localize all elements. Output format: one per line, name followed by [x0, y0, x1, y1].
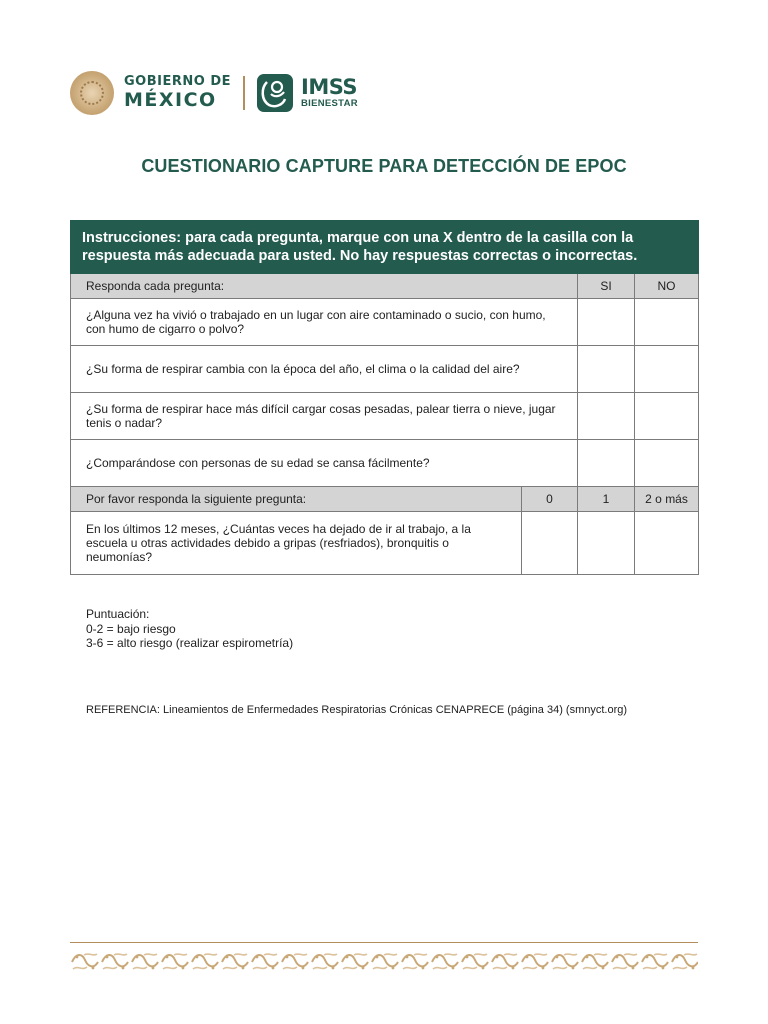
footer-divider	[70, 942, 698, 943]
answer-0-box[interactable]	[522, 512, 578, 575]
column-no-header: NO	[635, 274, 699, 299]
answer-si-box[interactable]	[578, 393, 635, 440]
column-0-header: 0	[522, 487, 578, 512]
scoring-legend	[86, 607, 293, 651]
answer-no-box[interactable]	[635, 393, 699, 440]
question-row	[71, 512, 699, 575]
question-text: ¿Alguna vez ha vivió o trabajado en un lugar con aire contaminado o sucio, con humo, con humo de cigarro o polvo?	[71, 299, 578, 346]
answer-si-box[interactable]	[578, 440, 635, 487]
gobierno-logo-line1: GOBIERNO DE	[124, 74, 231, 89]
instructions-text: Instrucciones: para cada pregunta, marque con una X dentro de la casilla con la respuesta más adecuada para usted. No hay respuestas correctas o incorrectas.	[71, 221, 699, 274]
imss-emblem-icon	[257, 74, 293, 112]
answer-no-box[interactable]	[635, 440, 699, 487]
section1-header: Responda cada pregunta:	[71, 274, 578, 299]
answer-no-box[interactable]	[635, 346, 699, 393]
question-text: En los últimos 12 meses, ¿Cuántas veces ha dejado de ir al trabajo, a la escuela u otras actividades debido a gripas (resfriados), bronquitis o neumonías?	[71, 512, 522, 575]
header-logos	[70, 70, 358, 116]
logo-divider	[243, 76, 245, 110]
document-title: CUESTIONARIO CAPTURE PARA DETECCIÓN DE EPOC	[141, 156, 627, 176]
question-text: ¿Su forma de respirar hace más difícil cargar cosas pesadas, palear tierra o nieve, jugar tenis o nadar?	[71, 393, 578, 440]
question-text: ¿Su forma de respirar cambia con la época del año, el clima o la calidad del aire?	[71, 346, 578, 393]
column-1-header: 1	[578, 487, 635, 512]
scoring-label: Puntuación:	[86, 607, 150, 621]
question-row	[71, 393, 699, 440]
answer-si-box[interactable]	[578, 346, 635, 393]
section2-header-row	[71, 487, 699, 512]
question-row	[71, 299, 699, 346]
gobierno-de-mexico-logo	[124, 75, 231, 111]
scoring-high-risk: 3-6 = alto riesgo (realizar espirometría)	[86, 636, 294, 650]
national-seal-icon	[70, 71, 114, 115]
reference-text: REFERENCIA: Lineamientos de Enfermedades Respiratorias Crónicas CENAPRECE (página 34) (smnyct.org)	[86, 704, 628, 716]
instructions-row	[71, 221, 699, 274]
imss-logo-line2: BIENESTAR	[301, 98, 358, 109]
answer-1-box[interactable]	[578, 512, 635, 575]
column-si-header: SI	[578, 274, 635, 299]
imss-bienestar-logo	[301, 76, 358, 110]
answer-no-box[interactable]	[635, 299, 699, 346]
answer-si-box[interactable]	[578, 299, 635, 346]
decorative-footer-pattern	[70, 951, 698, 973]
question-text: ¿Comparándose con personas de su edad se cansa fácilmente?	[71, 440, 578, 487]
section2-header: Por favor responda la siguiente pregunta:	[71, 487, 522, 512]
scoring-low-risk: 0-2 = bajo riesgo	[86, 621, 176, 636]
column-2-or-more-header: 2 o más	[635, 487, 699, 512]
question-row	[71, 346, 699, 393]
section1-header-row	[71, 274, 699, 299]
imss-logo-line1: IMSS	[301, 75, 358, 99]
question-row	[71, 440, 699, 487]
gobierno-logo-line2: MÉXICO	[124, 89, 217, 111]
questionnaire-table	[70, 220, 699, 575]
answer-2-or-more-box[interactable]	[635, 512, 699, 575]
